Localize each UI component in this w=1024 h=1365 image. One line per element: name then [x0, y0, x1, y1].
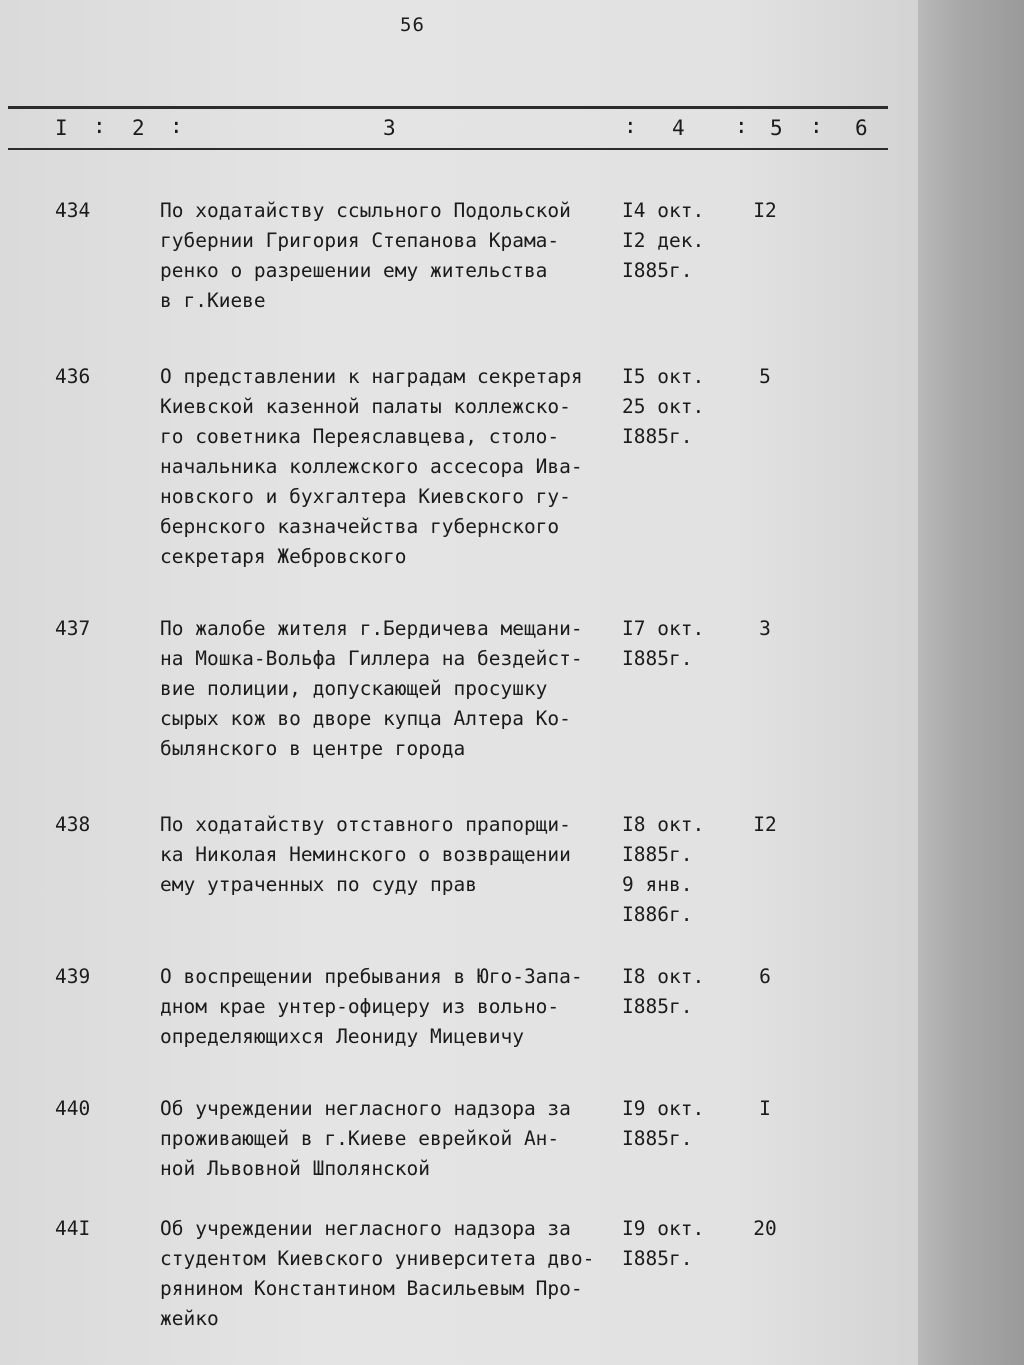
column-header-1: I — [55, 116, 68, 140]
case-sheets: I — [759, 1097, 771, 1120]
case-title: По ходатайству ссыльного Подольской губернии Григория Степанова Крама- ренко о разрешении ему жительства в г.Киеве — [160, 199, 571, 312]
case-sheets: 3 — [759, 617, 771, 640]
column-separator: : — [810, 114, 823, 138]
case-title: По ходатайству отставного прапорщи- ка Николая Неминского о возвращении ему утраченных по суду прав — [160, 813, 571, 896]
case-number: 434 — [55, 199, 91, 222]
case-dates: I4 окт. I2 дек. I885г. — [622, 199, 705, 282]
header-rule-bottom — [8, 148, 888, 150]
case-dates: I8 окт. I885г. — [622, 965, 705, 1018]
column-separator: : — [624, 114, 637, 138]
case-title: Об учреждении негласного надзора за проживающей в г.Киеве еврейкой Ан- ной Львовной Шполянской — [160, 1097, 571, 1180]
case-number: 437 — [55, 617, 91, 640]
case-title: По жалобе жителя г.Бердичева мещани- на Мошка-Вольфа Гиллера на бездейст- вие полиции, допускающей просушку сырых кож во дворе купца Алтера Ко- былянского в центре города — [160, 617, 583, 760]
column-separator: : — [735, 114, 748, 138]
case-number: 44I — [55, 1217, 91, 1240]
column-header-6: 6 — [855, 116, 868, 140]
case-title: Об учреждении негласного надзора за студентом Киевского университета дво- рянином Константином Васильевым Про- жейко — [160, 1217, 595, 1330]
case-sheets: 6 — [759, 965, 771, 988]
page-number: 56 — [400, 14, 425, 36]
case-title: О воспрещении пребывания в Юго-Запа- дном крае унтер-офицеру из вольно- определяющихся Леониду Мицевичу — [160, 965, 583, 1048]
case-sheets: I2 — [753, 199, 777, 222]
column-header-3: 3 — [383, 116, 396, 140]
case-sheets: I2 — [753, 813, 777, 836]
next-page-edge — [918, 0, 1024, 1365]
case-sheets: 20 — [753, 1217, 777, 1240]
case-dates: I8 окт. I885г. 9 янв. I886г. — [622, 813, 705, 926]
case-number: 438 — [55, 813, 91, 836]
column-separator: : — [93, 114, 106, 138]
column-header-4: 4 — [672, 116, 685, 140]
case-number: 436 — [55, 365, 91, 388]
case-sheets: 5 — [759, 365, 771, 388]
case-dates: I9 окт. I885г. — [622, 1217, 705, 1270]
case-number: 440 — [55, 1097, 91, 1120]
column-header-2: 2 — [132, 116, 145, 140]
header-rule-top — [8, 106, 888, 109]
column-separator: : — [170, 114, 183, 138]
case-dates: I7 окт. I885г. — [622, 617, 705, 670]
case-dates: I9 окт. I885г. — [622, 1097, 705, 1150]
case-title: О представлении к наградам секретаря Киевской казенной палаты коллежско- го советника Переяславцева, столо- начальника коллежского ассесора Ива- новского и бухгалтера Киевского гу- бернского казначейства губернского секретаря Жебровского — [160, 365, 583, 568]
case-dates: I5 окт. 25 окт. I885г. — [622, 365, 705, 448]
column-header-5: 5 — [770, 116, 783, 140]
case-number: 439 — [55, 965, 91, 988]
